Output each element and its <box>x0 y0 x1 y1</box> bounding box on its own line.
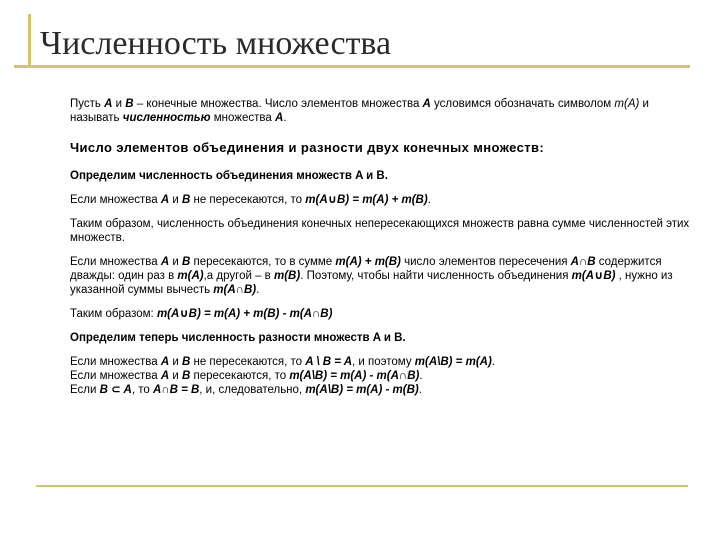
text: и <box>169 256 182 268</box>
intersecting-union-paragraph <box>70 255 690 297</box>
definition-paragraph <box>70 97 690 125</box>
set-a: A <box>274 112 284 124</box>
title-vertical-rule <box>28 14 31 66</box>
union-formula-paragraph <box>70 307 690 321</box>
set-b: B <box>181 194 191 206</box>
set-a: A <box>104 98 113 110</box>
formula: m(A\B) = m(A) <box>414 356 492 368</box>
text: Если множества <box>70 194 161 206</box>
formula: m(A) <box>614 98 640 110</box>
disjoint-union-paragraph <box>70 193 690 207</box>
text: условимся обозначать символом <box>430 98 615 110</box>
text: , и поэтому <box>352 356 415 368</box>
slide-body <box>70 97 690 397</box>
text: , и, следовательно, <box>199 384 306 396</box>
formula: m(A) <box>177 270 204 282</box>
union-heading: Определим численность объединения множеств A и B. <box>70 170 388 182</box>
text: . <box>256 284 260 296</box>
text: множества <box>210 112 275 124</box>
formula: A∩B = B <box>152 384 200 396</box>
set-b: B <box>181 256 191 268</box>
text: и <box>112 98 126 110</box>
set-b: B <box>181 356 191 368</box>
set-b: B <box>125 98 134 110</box>
text: – конечные множества. Число элементов множества <box>133 98 423 110</box>
text: Таким образом: <box>70 308 157 320</box>
formula: m(A) + m(B) <box>335 256 401 268</box>
text: . <box>418 384 422 396</box>
formula: A∩B <box>570 256 596 268</box>
text: и <box>169 194 182 206</box>
text: Если <box>70 384 100 396</box>
formula: m(A∪B) = m(A) + m(B) - m(A∩B) <box>156 308 333 320</box>
difference-line-3 <box>70 383 690 397</box>
conclusion-paragraph: Таким образом, численность объединения конечных непересекающихся множеств равна сумме численностей этих множеств. <box>70 218 690 244</box>
formula: m(A\B) = m(A) - m(B) <box>305 384 419 396</box>
formula: m(A∩B) <box>213 284 257 296</box>
text: Если множества <box>70 356 161 368</box>
text: не пересекаются, то <box>190 194 306 206</box>
text: не пересекаются, то <box>190 356 306 368</box>
set-a: A <box>422 98 431 110</box>
difference-line-1 <box>70 355 690 369</box>
text: содержится дважды: один раз в <box>70 256 662 282</box>
text: Если множества <box>70 256 161 268</box>
text: . <box>427 194 431 206</box>
slide-title: Численность множества <box>40 25 392 62</box>
footer-rule <box>36 485 688 487</box>
formula: m(A∪B) <box>571 270 616 282</box>
text: . <box>419 370 423 382</box>
text: , нужно из указанной суммы вычесть <box>70 270 673 296</box>
formula: m(A∪B) = m(A) + m(B) <box>305 194 428 206</box>
text: пересекаются, то <box>190 370 290 382</box>
set-a: A <box>160 194 170 206</box>
text: и называть <box>70 98 649 124</box>
text: ,а другой – в <box>203 270 274 282</box>
formula: m(B) <box>273 270 301 282</box>
text: пересекаются, то в сумме <box>190 256 336 268</box>
set-a: A <box>160 356 170 368</box>
set-a: A <box>160 370 170 382</box>
text: . <box>491 356 495 368</box>
title-underline <box>14 65 690 68</box>
text: , то <box>131 384 153 396</box>
difference-heading: Определим теперь численность разности множеств A и B. <box>70 332 406 344</box>
section-subheading: Число элементов объединения и разности двух конечных множеств: <box>70 140 545 155</box>
formula: A \ B = A <box>305 356 353 368</box>
text: и <box>169 370 182 382</box>
text: . Поэтому, чтобы найти численность объединения <box>300 270 572 282</box>
difference-line-2 <box>70 369 690 383</box>
set-b: B <box>181 370 191 382</box>
set-a: A <box>160 256 170 268</box>
text: . <box>283 112 287 124</box>
text: Пусть <box>70 98 105 110</box>
formula: B ⊂ A <box>99 384 132 396</box>
text: число элементов пересечения <box>400 256 571 268</box>
text: и <box>169 356 182 368</box>
formula: m(A\B) = m(A) - m(A∩B) <box>289 370 420 382</box>
text: Если множества <box>70 370 161 382</box>
term: численностью <box>122 112 211 124</box>
